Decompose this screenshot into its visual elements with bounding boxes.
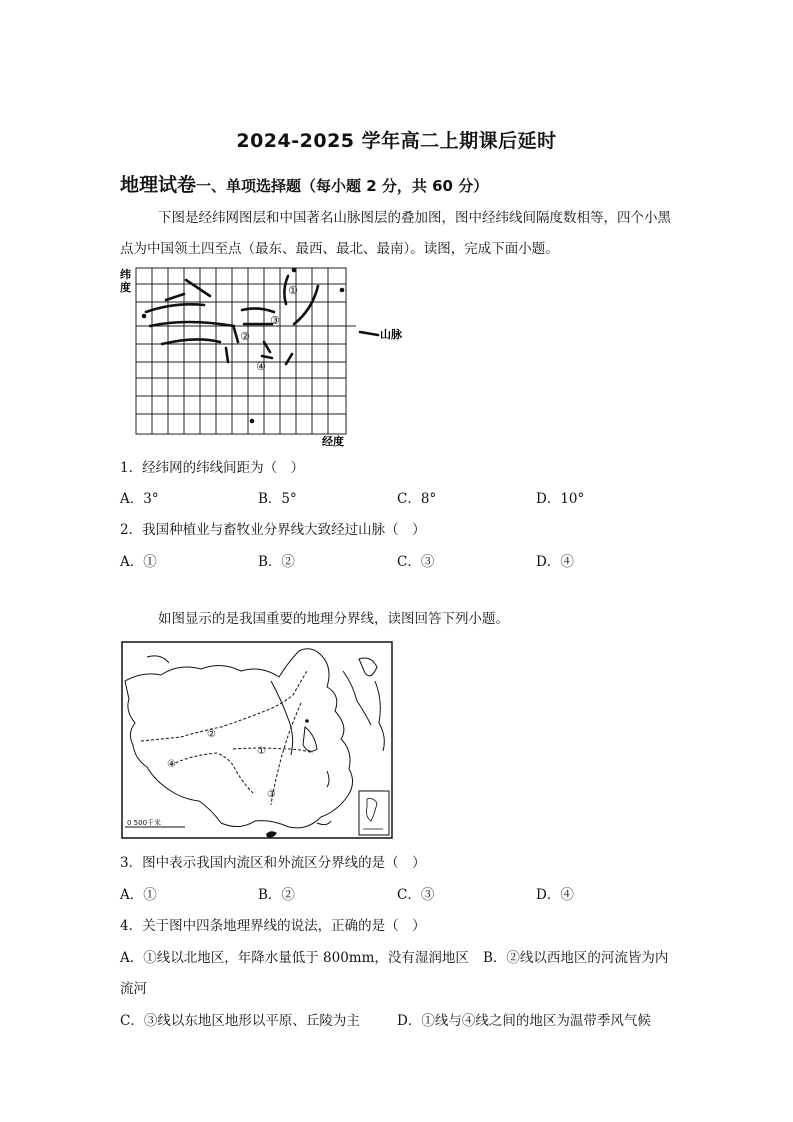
q3-option-a: A．① <box>120 887 157 903</box>
q1-option-c: C．8° <box>397 491 437 507</box>
question-4: 4．关于图中四条地理界线的说法，正确的是（ ） <box>120 918 426 934</box>
q3-option-c: C．③ <box>397 887 435 903</box>
q2-option-a: A．① <box>120 554 157 570</box>
page-title: 2024-2025 学年高二上期课后延时 <box>236 130 557 152</box>
figure-china-boundaries-map <box>121 641 393 839</box>
intro2: 如图显示的是我国重要的地理分界线，读图回答下列小题。 <box>158 611 509 627</box>
figure-graticule-mountains <box>116 262 416 448</box>
section-heading <box>120 170 488 197</box>
q4-option-d: D．①线与④线之间的地区为温带季风气候 <box>397 1013 651 1029</box>
q2-option-d: D．④ <box>536 554 574 570</box>
q4-option-c: C．③线以东地区地形以平原、丘陵为主 <box>120 1013 360 1029</box>
q4-option-b-continued: 流河 <box>120 981 147 997</box>
marker-4: ④ <box>256 360 266 373</box>
legend-label: 山脉 <box>380 328 402 341</box>
marker-3: ③ <box>270 314 280 327</box>
marker-2: ② <box>240 330 250 343</box>
scale-label: 0 500千米 <box>127 819 162 827</box>
question-3: 3．图中表示我国内流区和外流区分界线的是（ ） <box>120 855 426 871</box>
map-marker-2: ② <box>207 729 216 740</box>
map-marker-1: ① <box>257 746 266 757</box>
intro1-line1: 下图是经纬网图层和中国著名山脉图层的叠加图，图中经纬线间隔度数相等，四个小黑 <box>158 210 671 226</box>
q1-option-a: A．3° <box>120 491 159 507</box>
intro1-line2: 点为中国领土四至点（最东、最西、最北、最南）。读图，完成下面小题。 <box>120 241 559 257</box>
westernmost-point <box>142 314 147 319</box>
q4-option-b: B．②线以西地区的河流皆为内 <box>483 950 669 966</box>
q2-option-b: B．② <box>258 554 295 570</box>
map-marker-3: ③ <box>267 789 276 800</box>
lat-label-2: 度 <box>120 281 131 294</box>
map-frame <box>122 642 392 838</box>
extreme-points <box>142 268 345 424</box>
grid-lines <box>136 268 356 434</box>
q3-option-b: B．② <box>258 887 295 903</box>
subject-title: 地理试卷 <box>120 174 197 196</box>
question-2: 2．我国种植业与畜牧业分界线大致经过山脉（ ） <box>120 522 426 538</box>
question-1: 1．经纬网的纬线间距为（ ） <box>120 460 305 476</box>
southernmost-point <box>250 419 255 424</box>
section-title: 一、单项选择题（每小题 2 分，共 60 分） <box>196 177 489 195</box>
lat-label-1: 纬 <box>120 268 131 281</box>
legend-symbol <box>360 332 378 335</box>
northernmost-point <box>292 268 297 273</box>
beijing-dot <box>305 719 309 723</box>
q2-option-c: C．③ <box>397 554 435 570</box>
marker-1: ① <box>288 284 298 297</box>
q3-option-d: D．④ <box>536 887 574 903</box>
q1-option-d: D．10° <box>536 491 585 507</box>
easternmost-point <box>340 288 345 293</box>
map-marker-4: ④ <box>167 759 176 770</box>
q4-option-a: A．①线以北地区，年降水量低于 800mm，没有湿润地区 <box>120 950 469 966</box>
lon-label: 经度 <box>322 435 344 448</box>
q1-option-b: B．5° <box>258 491 297 507</box>
south-china-sea-inset <box>359 791 389 835</box>
